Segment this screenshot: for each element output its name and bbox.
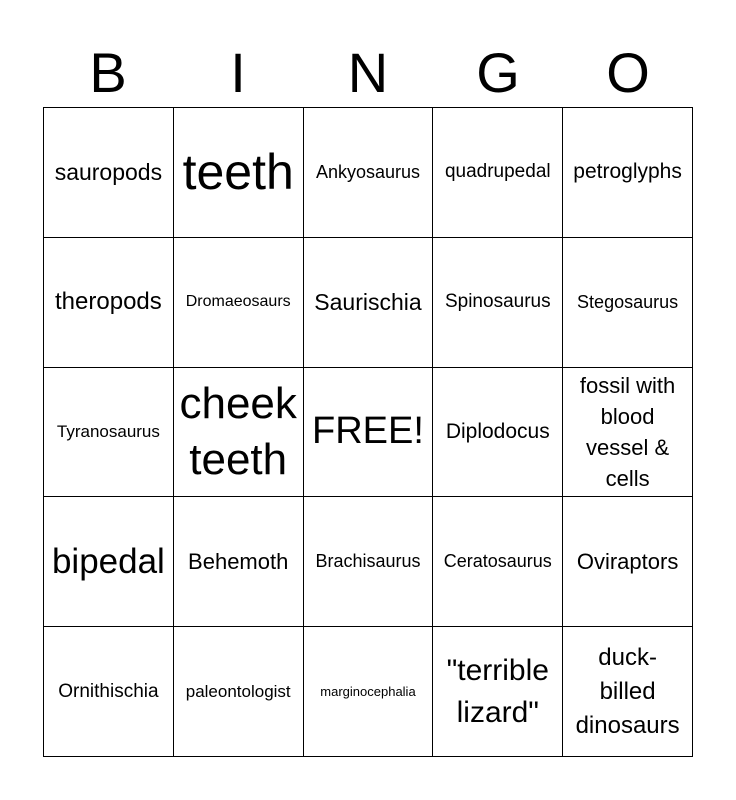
cell-text: Saurischia xyxy=(314,288,422,315)
bingo-cell[interactable] xyxy=(44,108,174,238)
cell-text: quadrupedal xyxy=(444,161,551,183)
bingo-header xyxy=(43,40,693,106)
cell-text: Behemoth xyxy=(188,548,289,574)
cell-text: Stegosaurus xyxy=(577,291,679,312)
bingo-cell[interactable] xyxy=(304,497,434,627)
cell-text: Dromaeosaurs xyxy=(185,293,291,311)
header-letter-o: O xyxy=(606,41,650,104)
bingo-cell[interactable] xyxy=(174,238,304,368)
bingo-cell[interactable] xyxy=(433,497,563,627)
cell-text: Ceratosaurus xyxy=(443,551,552,572)
bingo-cell[interactable] xyxy=(563,238,693,368)
bingo-cell[interactable] xyxy=(563,108,693,238)
header-letter-i: I xyxy=(230,41,246,104)
cell-text: Oviraptors xyxy=(576,548,679,574)
bingo-cell[interactable] xyxy=(44,627,174,757)
bingo-cell[interactable] xyxy=(44,497,174,627)
header-letter-n: N xyxy=(347,41,389,104)
cell-text: Ornithischia xyxy=(58,680,159,702)
bingo-cell[interactable] xyxy=(44,368,174,498)
cell-text: marginocephalia xyxy=(320,684,416,700)
cell-text: cheek teeth xyxy=(179,378,297,484)
cell-text: Diplodocus xyxy=(445,419,550,443)
bingo-cell[interactable] xyxy=(304,627,434,757)
cell-text: Spinosaurus xyxy=(444,291,551,313)
bingo-cell[interactable] xyxy=(174,497,304,627)
cell-text: duck-billed dinosaurs xyxy=(575,643,680,739)
cell-text: petroglyphs xyxy=(573,160,682,184)
bingo-cell[interactable] xyxy=(563,497,693,627)
free-space-cell[interactable] xyxy=(304,368,434,498)
bingo-cell[interactable] xyxy=(563,627,693,757)
bingo-cell[interactable] xyxy=(174,108,304,238)
bingo-cell[interactable] xyxy=(174,368,304,498)
cell-text: paleontologist xyxy=(185,681,291,701)
bingo-cell[interactable] xyxy=(433,108,563,238)
cell-text: Tyranosaurus xyxy=(56,421,160,441)
bingo-cell[interactable] xyxy=(563,368,693,498)
bingo-board xyxy=(43,107,693,757)
header-letter-b: B xyxy=(89,41,127,104)
bingo-cell[interactable] xyxy=(44,238,174,368)
cell-text: bipedal xyxy=(51,541,165,581)
cell-text: "terrible lizard" xyxy=(446,653,549,729)
cell-text: Ankyosaurus xyxy=(315,161,421,182)
cell-text: teeth xyxy=(182,144,294,201)
cell-text: fossil with blood vessel & cells xyxy=(579,372,676,491)
cell-text: Brachisaurus xyxy=(315,551,421,572)
bingo-cell[interactable] xyxy=(174,627,304,757)
header-letter-g: G xyxy=(476,41,520,104)
free-space-text: FREE! xyxy=(312,410,424,453)
bingo-cell[interactable] xyxy=(433,368,563,498)
cell-text: theropods xyxy=(55,288,162,316)
bingo-cell[interactable] xyxy=(433,627,563,757)
bingo-cell[interactable] xyxy=(304,238,434,368)
bingo-cell[interactable] xyxy=(433,238,563,368)
cell-text: sauropods xyxy=(54,158,163,185)
bingo-cell[interactable] xyxy=(304,108,434,238)
